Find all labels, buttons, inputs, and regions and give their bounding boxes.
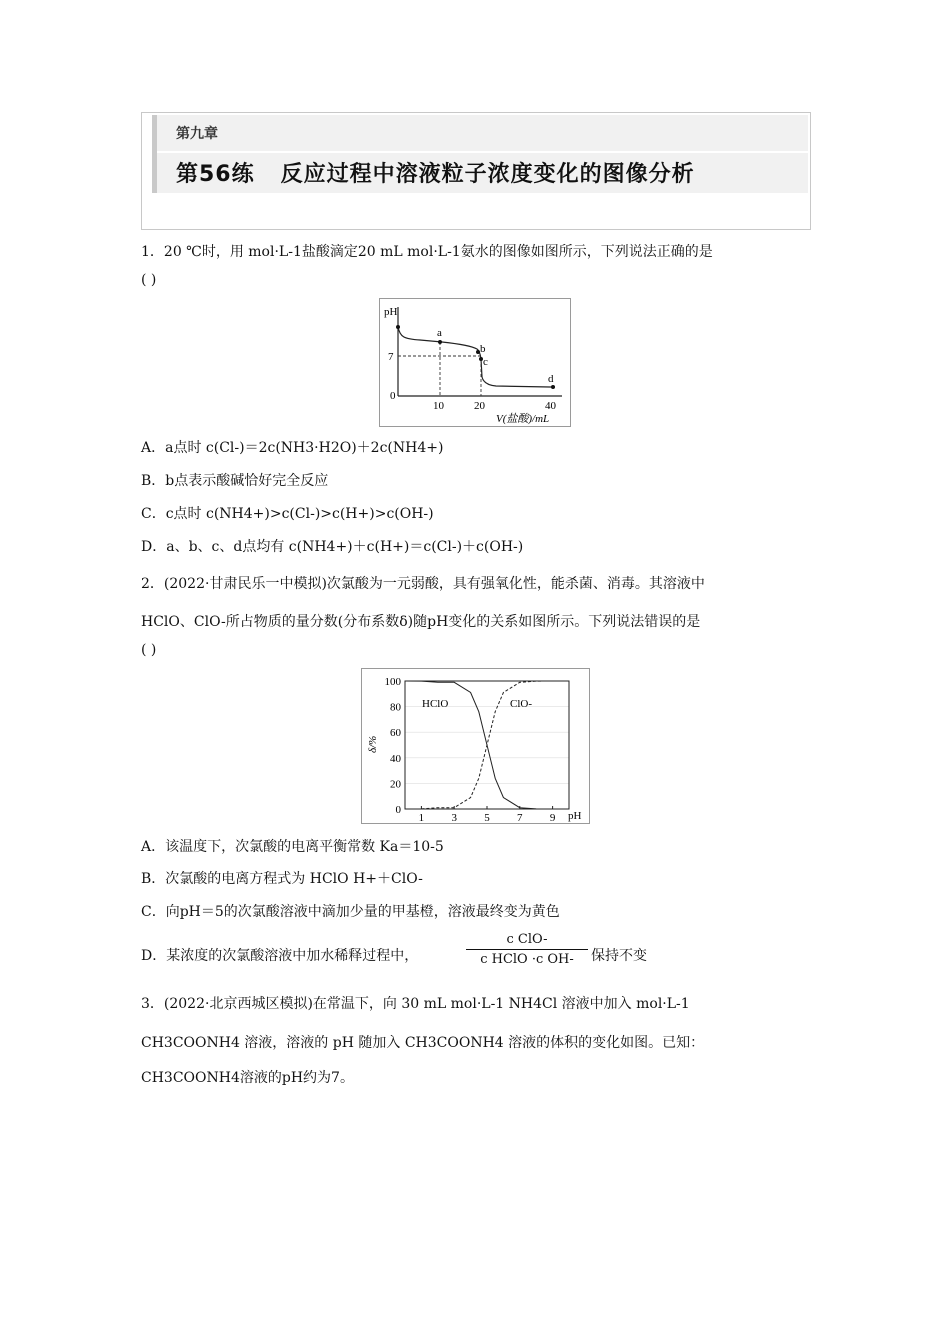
- c1-label-c: c: [483, 356, 488, 368]
- c1-ylabel: pH: [384, 306, 398, 318]
- c1-ph-curve: [398, 327, 555, 387]
- c2-ytick-20: 20: [390, 778, 401, 791]
- header-accent-bar: [152, 115, 157, 193]
- c2-ylabel: δ/%: [367, 735, 379, 753]
- q2-fraction: [466, 932, 588, 967]
- fraction-denominator: c HClO ·c OH-: [466, 949, 588, 967]
- q2-option-d-post: 保持不变: [591, 948, 647, 964]
- c1-point-a: [438, 340, 442, 344]
- c2-ytick-0: 0: [395, 804, 401, 816]
- q1-option-c: C．c点时 c(NH4+)>c(Cl-)>c(H+)>c(OH-): [141, 506, 434, 522]
- page-title: [176, 157, 695, 188]
- q2-option-d-pre: D．某浓度的次氯酸溶液中加水稀释过程中，: [141, 948, 419, 964]
- titration-chart-svg: [380, 299, 570, 426]
- q1-option-a: A．a点时 c(Cl-)＝2c(NH3·H2O)＋2c(NH4+): [141, 440, 444, 456]
- distribution-chart: [361, 668, 590, 824]
- c2-xlabel: pH: [568, 810, 582, 822]
- c2-xtick-3: 3: [451, 812, 457, 823]
- titration-chart: [379, 298, 571, 427]
- title-number: 第56练: [176, 162, 255, 187]
- c1-label-d: d: [548, 373, 554, 385]
- q2-stem-line2: HClO、ClO-所占物质的量分数(分布系数δ)随pH变化的关系如图所示。下列说法错误的是: [141, 614, 701, 630]
- c1-point-d: [551, 385, 555, 389]
- q3-line2: CH3COONH4 溶液，溶液的 pH 随加入 CH3COONH4 溶液的体积的变化如图。已知：: [141, 1035, 705, 1051]
- exercise-header: [141, 112, 811, 230]
- c2-legend-hclo: HClO: [422, 698, 449, 710]
- c1-ytick-7: 7: [388, 351, 394, 363]
- q3-line1: 3．(2022·北京西城区模拟)在常温下，向 30 mL mol·L-1 NH4Cl 溶液中加入 mol·L-1: [141, 996, 690, 1012]
- c2-ytick-60: 60: [390, 727, 401, 740]
- c1-xtick-40: 40: [545, 400, 556, 412]
- c1-start-point: [396, 325, 400, 329]
- c2-ytick-80: 80: [390, 701, 401, 714]
- c2-xtick-7: 7: [517, 812, 523, 823]
- q3-line3: CH3COONH4溶液的pH约为7。: [141, 1070, 354, 1086]
- q1-option-d: D．a、b、c、d点均有 c(NH4+)＋c(H+)＝c(Cl-)＋c(OH-): [141, 539, 524, 555]
- fraction-numerator: c ClO-: [506, 932, 548, 947]
- chapter-label: 第九章: [176, 126, 218, 142]
- c1-xtick-10: 10: [433, 400, 444, 412]
- c1-xtick-20: 20: [474, 400, 485, 412]
- c2-xtick-1: 1: [418, 812, 425, 823]
- q2-stem-line1: 2．(2022·甘肃民乐一中模拟)次氯酸为一元弱酸，具有强氧化性，能杀菌、消毒。其溶液中: [141, 576, 705, 592]
- c2-ytick-100: 100: [384, 676, 401, 688]
- q1-option-b: B．b点表示酸碱恰好完全反应: [141, 473, 329, 489]
- c2-xtick-9: 9: [549, 812, 556, 823]
- c2-ytick-40: 40: [390, 752, 401, 765]
- q2-option-b: B．次氯酸的电离方程式为 HClO H+＋ClO-: [141, 871, 423, 887]
- q2-option-c: C．向pH＝5的次氯酸溶液中滴加少量的甲基橙，溶液最终变为黄色: [141, 904, 560, 920]
- c1-label-b: b: [480, 343, 486, 355]
- c2-xtick-5: 5: [484, 812, 490, 823]
- title-text: 反应过程中溶液粒子浓度变化的图像分析: [280, 162, 695, 187]
- q2-option-a: A．该温度下，次氯酸的电离平衡常数 Ka＝10-5: [141, 839, 444, 855]
- distribution-chart-svg: [362, 669, 589, 823]
- q2-paren: ( ): [141, 642, 157, 658]
- q1-paren: ( ): [141, 272, 157, 288]
- c1-label-a: a: [437, 327, 442, 339]
- c2-legend-clo: ClO-: [510, 698, 532, 710]
- c1-xtick-0: 0: [390, 390, 396, 402]
- q1-stem: 1．20 ℃时，用 mol·L-1盐酸滴定20 mL mol·L-1氨水的图像如图所示，下列说法正确的是: [141, 244, 713, 260]
- c1-xlabel: V(盐酸)/mL: [496, 413, 550, 425]
- header-divider: [157, 151, 808, 153]
